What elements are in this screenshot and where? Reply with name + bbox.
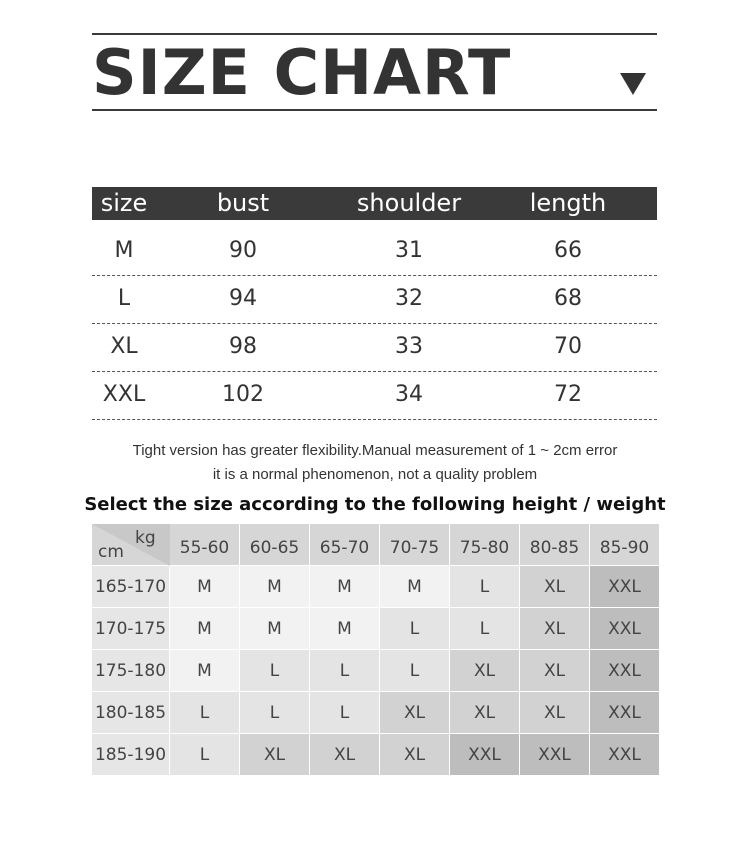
size-table-row xyxy=(92,323,657,372)
size-cell: M xyxy=(170,650,240,692)
size-cell: XL xyxy=(520,608,590,650)
cell-shoulder: 34 xyxy=(395,382,423,407)
size-table-row xyxy=(92,227,657,276)
bottom-rule xyxy=(92,109,657,111)
height-label: 175-180 xyxy=(92,650,170,692)
column-header-size: size xyxy=(100,189,148,217)
size-cell: XXL xyxy=(590,650,660,692)
size-cell: XL xyxy=(380,692,450,734)
size-table-row xyxy=(92,371,657,420)
height-label: 180-185 xyxy=(92,692,170,734)
cell-bust: 102 xyxy=(222,382,264,407)
cell-length: 72 xyxy=(554,382,582,407)
size-cell: L xyxy=(310,650,380,692)
cell-length: 66 xyxy=(554,238,582,263)
size-cell: L xyxy=(310,692,380,734)
column-header-bust: bust xyxy=(216,189,270,217)
size-cell: XL xyxy=(520,566,590,608)
size-cell: L xyxy=(450,608,520,650)
size-cell: XL xyxy=(450,650,520,692)
cell-size: L xyxy=(117,286,131,311)
size-cell: L xyxy=(380,650,450,692)
weight-header: 75-80 xyxy=(450,524,520,566)
size-cell: XL xyxy=(520,650,590,692)
size-cell: L xyxy=(380,608,450,650)
weight-header: 70-75 xyxy=(380,524,450,566)
weight-header: 65-70 xyxy=(310,524,380,566)
size-cell: M xyxy=(310,608,380,650)
size-cell: XXL xyxy=(590,734,660,776)
weight-header: 85-90 xyxy=(590,524,660,566)
top-rule xyxy=(92,33,657,35)
cell-length: 70 xyxy=(554,334,582,359)
cell-size: XL xyxy=(110,334,138,359)
cell-shoulder: 33 xyxy=(395,334,423,359)
size-cell: M xyxy=(240,608,310,650)
size-cell: L xyxy=(450,566,520,608)
size-cell: M xyxy=(380,566,450,608)
size-cell: XL xyxy=(520,692,590,734)
recommendation-title: Select the size according to the following height / weight xyxy=(84,494,666,515)
column-header-shoulder: shoulder xyxy=(356,189,462,217)
size-table-header xyxy=(92,187,657,220)
size-cell: XL xyxy=(240,734,310,776)
column-header-length: length xyxy=(529,189,607,217)
corner-cell xyxy=(92,524,170,566)
corner-weight-unit: kg xyxy=(135,528,156,548)
size-cell: XXL xyxy=(590,608,660,650)
page-title: SIZE CHART xyxy=(92,36,512,109)
note-line-1: Tight version has greater flexibility.Manual measurement of 1 ~ 2cm error xyxy=(132,442,618,459)
corner-height-unit: cm xyxy=(98,542,124,562)
size-cell: M xyxy=(240,566,310,608)
cell-bust: 98 xyxy=(229,334,257,359)
weight-header: 55-60 xyxy=(170,524,240,566)
size-cell: L xyxy=(170,734,240,776)
size-cell: XXL xyxy=(520,734,590,776)
size-cell: M xyxy=(170,566,240,608)
height-label: 165-170 xyxy=(92,566,170,608)
note-line-2: it is a normal phenomenon, not a quality problem xyxy=(212,466,538,483)
size-cell: XL xyxy=(380,734,450,776)
size-cell: L xyxy=(240,692,310,734)
cell-length: 68 xyxy=(554,286,582,311)
size-cell: M xyxy=(310,566,380,608)
cell-size: XXL xyxy=(102,382,146,407)
size-cell: M xyxy=(170,608,240,650)
cell-bust: 94 xyxy=(229,286,257,311)
cell-shoulder: 32 xyxy=(395,286,423,311)
height-label: 185-190 xyxy=(92,734,170,776)
size-cell: L xyxy=(240,650,310,692)
weight-header: 80-85 xyxy=(520,524,590,566)
size-table-row xyxy=(92,275,657,324)
size-cell: XL xyxy=(450,692,520,734)
height-weight-table xyxy=(92,524,659,776)
cell-shoulder: 31 xyxy=(395,238,423,263)
size-cell: XXL xyxy=(590,692,660,734)
size-cell: XL xyxy=(310,734,380,776)
size-cell: XXL xyxy=(450,734,520,776)
height-label: 170-175 xyxy=(92,608,170,650)
size-cell: XXL xyxy=(590,566,660,608)
size-cell: L xyxy=(170,692,240,734)
weight-header: 60-65 xyxy=(240,524,310,566)
cell-bust: 90 xyxy=(229,238,257,263)
triangle-down-icon xyxy=(620,73,646,95)
cell-size: M xyxy=(114,238,134,263)
